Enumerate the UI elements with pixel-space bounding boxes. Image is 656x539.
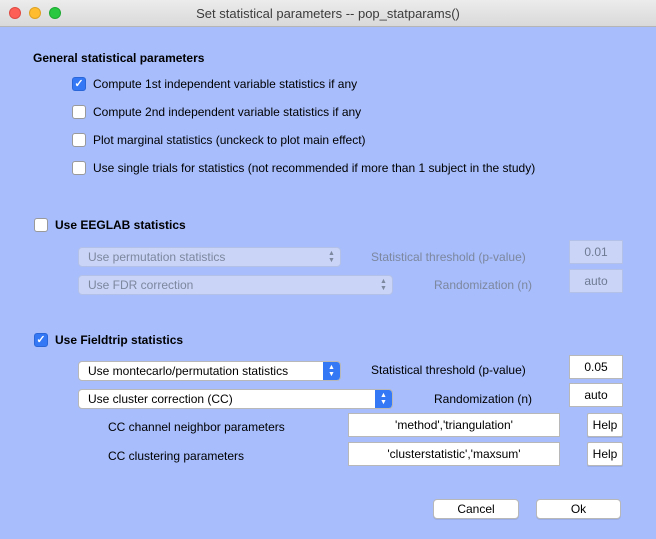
eeglab-randomization-label: Randomization (n) bbox=[434, 278, 533, 292]
dialog-content bbox=[0, 27, 656, 539]
fieldtrip-threshold-label: Statistical threshold (p-value) bbox=[371, 363, 526, 377]
option-1st-ivar[interactable] bbox=[72, 75, 357, 93]
popup-value: Use cluster correction (CC) bbox=[88, 392, 233, 406]
updown-chevron-icon: ▲ ▼ bbox=[380, 278, 387, 292]
cancel-button[interactable]: Cancel bbox=[433, 499, 519, 519]
eeglab-method-popup[interactable] bbox=[78, 247, 341, 267]
option-marginal[interactable] bbox=[72, 131, 366, 149]
option-label: Plot marginal statistics (unckeck to plot main effect) bbox=[93, 133, 366, 147]
window-titlebar[interactable] bbox=[0, 0, 656, 27]
cc-cluster-help-button[interactable]: Help bbox=[587, 442, 623, 466]
eeglab-label: Use EEGLAB statistics bbox=[55, 218, 186, 232]
popup-value: Use FDR correction bbox=[88, 278, 194, 292]
cc-neighbor-field[interactable]: 'method','triangulation' bbox=[348, 413, 560, 437]
checkbox[interactable] bbox=[72, 161, 86, 175]
option-single-trials[interactable] bbox=[72, 159, 535, 177]
cc-cluster-label: CC clustering parameters bbox=[108, 449, 245, 463]
checkbox[interactable] bbox=[72, 133, 86, 147]
eeglab-randomization-field[interactable]: auto bbox=[569, 269, 623, 293]
updown-chevron-icon: ▲ ▼ bbox=[323, 361, 340, 381]
popup-value: Use permutation statistics bbox=[88, 250, 226, 264]
ok-button[interactable]: Ok bbox=[536, 499, 621, 519]
checkbox[interactable] bbox=[72, 105, 86, 119]
fieldtrip-randomization-field[interactable]: auto bbox=[569, 383, 623, 407]
checkmark-icon: ✓ bbox=[36, 333, 46, 346]
eeglab-toggle[interactable] bbox=[34, 216, 186, 234]
updown-chevron-icon: ▲ ▼ bbox=[375, 389, 392, 409]
option-label: Use single trials for statistics (not recommended if more than 1 subject in the study) bbox=[93, 161, 536, 175]
fieldtrip-method-popup[interactable] bbox=[78, 361, 341, 381]
fieldtrip-correction-popup[interactable] bbox=[78, 389, 393, 409]
general-heading: General statistical parameters bbox=[33, 51, 205, 65]
option-label: Compute 1st independent variable statistics if any bbox=[93, 77, 358, 91]
updown-chevron-icon: ▲ ▼ bbox=[328, 250, 335, 264]
cc-neighbor-help-button[interactable]: Help bbox=[587, 413, 623, 437]
option-2nd-ivar[interactable] bbox=[72, 103, 361, 121]
popup-value: Use montecarlo/permutation statistics bbox=[88, 364, 289, 378]
eeglab-threshold-label: Statistical threshold (p-value) bbox=[371, 250, 526, 264]
eeglab-threshold-field[interactable]: 0.01 bbox=[569, 240, 623, 264]
cc-cluster-field[interactable]: 'clusterstatistic','maxsum' bbox=[348, 442, 560, 466]
eeglab-correction-popup[interactable] bbox=[78, 275, 393, 295]
checkbox[interactable] bbox=[72, 77, 86, 91]
fieldtrip-toggle[interactable] bbox=[34, 331, 183, 349]
checkbox[interactable] bbox=[34, 218, 48, 232]
fieldtrip-randomization-label: Randomization (n) bbox=[434, 392, 533, 406]
fieldtrip-label: Use Fieldtrip statistics bbox=[55, 333, 184, 347]
checkmark-icon: ✓ bbox=[74, 77, 84, 90]
checkbox[interactable] bbox=[34, 333, 48, 347]
cc-neighbor-label: CC channel neighbor parameters bbox=[108, 420, 285, 434]
option-label: Compute 2nd independent variable statistics if any bbox=[93, 105, 362, 119]
window-title: Set statistical parameters -- pop_statparams() bbox=[196, 6, 460, 21]
fieldtrip-threshold-field[interactable]: 0.05 bbox=[569, 355, 623, 379]
